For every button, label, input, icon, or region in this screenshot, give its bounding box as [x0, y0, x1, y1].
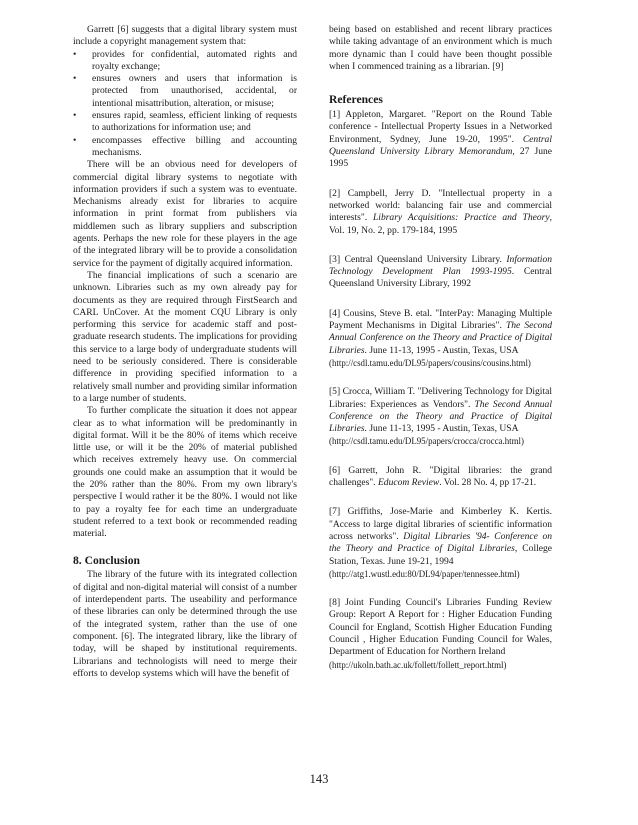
reference-details: . June 11-13, 1995 - Austin, Texas, USA [364, 423, 519, 435]
reference-venue: The Second Annual Conference on the Theory and Practice of Digital Libraries [329, 398, 552, 435]
intro-paragraph: Garrett [6] suggests that a digital library system must include a copyright management system that: [73, 24, 297, 48]
right-column [329, 24, 552, 688]
reference-details: . June 11-13, 1995 - Austin, Texas, USA [364, 344, 519, 356]
reference-venue: Digital Libraries '94- Conference on the Theory and Practice of Digital Libraries [329, 530, 553, 555]
bullet-icon: • [73, 110, 77, 122]
reference-url[interactable]: (http://csdl.tamu.edu/DL95/papers/crocca/crocca.html) [329, 436, 524, 447]
reference-text: [6] Garrett, John R. "Digital libraries: the grand challenges". [329, 464, 552, 489]
references-heading: References [329, 93, 383, 107]
reference-text: [5] Crocca, William T. "Delivering Technology for Digital Libraries: Experiences as Vendors". [329, 386, 552, 410]
reference-venue: The Second Annual Conference on the Theory and Practice of Digital Libraries [329, 320, 552, 356]
body-paragraph: To further complicate the situation it does not appear clear as to what information will be predominantly in digital format. Will it be the 80% of items which receive little use, or will it be the 20% of material published which receives extremely heavy use. On commercial grounds one could make an assumption that it would be the 20% rather than the 80%. From my own library's perspective I would rather it be the 80%. I would not like to pay a royalty fee for each time an undergraduate student referred to a text book or recommended reading material. [73, 405, 297, 540]
reference-entry [329, 506, 552, 580]
reference-entry [329, 465, 552, 490]
list-item [73, 49, 297, 74]
reference-text: [8] Joint Funding Council's Libraries Funding Review Group: Report A Report for : Higher Education Funding Council for England, Scottish Higher Education Funding Council , Higher Education Funding Council for Wales, Department of Education for Northern Ireland [329, 597, 552, 658]
reference-url[interactable]: (http://atg1.wustl.edu:80/DL94/paper/tennessee.html) [329, 568, 520, 579]
reference-venue: Library Acquisitions: Practice and Theory [372, 212, 550, 224]
reference-text: [1] Appleton, Margaret. "Report on the Round Table conference - Intellectual Property Issues in a Networked Environment, Sydney, June 19-20, 1995". [329, 109, 552, 145]
conclusion-heading: 8. Conclusion [73, 554, 141, 568]
reference-details: . Central Queensland University Library, 1992 [329, 266, 552, 290]
reference-entry [329, 308, 552, 369]
list-item-text: encompasses effective billing and accounting mechanisms. [92, 134, 297, 158]
bullet-icon: • [73, 48, 77, 60]
reference-details: , College Station, Texas. June 19-21, 1994 [329, 543, 552, 567]
list-item-text: provides for confidential, automated rights and royalty exchange; [92, 48, 297, 72]
reference-entry [329, 188, 552, 237]
list-item-text: ensures rapid, seamless, efficient linking of requests to authorizations for information use; and [92, 110, 297, 134]
reference-details: , 27 June 1995 [329, 146, 552, 170]
page-number: 143 [309, 772, 329, 786]
conclusion-paragraph: The library of the future with its integrated collection of digital and non-digital material will consist of a number of interdependent parts. The useability and performance of these libraries can only be determined through the use of the integrated system, rather than the use of one component. [6]. The integrated library, like the library of today, will be shaped by institutional requirements. Librarians and technologists will need to merge their efforts to develop systems which will have the benefit of [73, 569, 297, 679]
left-column [73, 24, 297, 680]
list-item-text: ensures owners and users that information is protected from unauthorised, accidental, or intentional misattribution, alteration, or misuse; [92, 73, 297, 109]
reference-venue: Central Queensland University Library Memorandum [329, 133, 552, 158]
bullet-icon: • [73, 73, 77, 85]
reference-text: [7] Griffiths, Jose-Marie and Kimberley K. Kertis. "Access to large digital libraries of scientific information across networks". [329, 506, 552, 542]
reference-url[interactable]: (http://ukoln.bath.ac.uk/follett/follett_report.html) [329, 659, 507, 670]
continuation-paragraph: being based on established and recent library practices while taking advantage of an environment which is much more dynamic than I could have been thought possible when I commenced training as a librarian. [9] [329, 24, 552, 72]
reference-entry [329, 386, 552, 447]
list-item [73, 135, 297, 160]
reference-entry [329, 254, 552, 291]
reference-url[interactable]: (http://csdl.tamu.edu/DL95/papers/cousins/cousins.html) [329, 357, 531, 368]
reference-venue: Educom Review [377, 477, 440, 489]
body-paragraph: There will be an obvious need for developers of commercial digital library systems to negotiate with information providers if such a system was to eventuate. Mechanisms already exist for libraries to acquire information in print format from publishers via middlemen such as library suppliers and subscription agents. Perhaps the new role for these players in the age of the integrated library will be to provide a consolidation service for the payment of digitally acquired information. [73, 159, 297, 269]
reference-text: [3] Central Queensland University Library. [329, 253, 507, 265]
reference-venue: Information Technology Development Plan 1993-1995 [329, 253, 552, 278]
bullet-icon: • [73, 134, 77, 146]
reference-details: . Vol. 28 No. 4, pp 17-21. [439, 477, 537, 489]
copyright-requirements-list [73, 49, 297, 160]
body-paragraph: The financial implications of such a scenario are unknown. Libraries such as my own already pay for documents as they are required through FirstSearch and CARL UnCover. At the moment CQU Library is only performing this service for academic staff and post-graduate research students. The implications for providing this service to a large body of undergraduate students will need to be seriously considered. There is considerable difference in providing specified information to a relatively small number and providing similar information to a large number of students. [73, 269, 297, 404]
reference-entry [329, 597, 552, 671]
reference-details: , Vol. 19, No. 2, pp. 179-184, 1995 [329, 212, 552, 236]
reference-text: [4] Cousins, Steve B. etal. "InterPay: Managing Multiple Payment Mechanisms in Digital Libraries". [329, 307, 552, 332]
list-item [73, 110, 297, 135]
list-item [73, 73, 297, 110]
reference-entry [329, 109, 552, 170]
reference-text: [2] Campbell, Jerry D. "Intellectual property in a networked world: balancing fair use and commercial interests". [329, 187, 552, 224]
